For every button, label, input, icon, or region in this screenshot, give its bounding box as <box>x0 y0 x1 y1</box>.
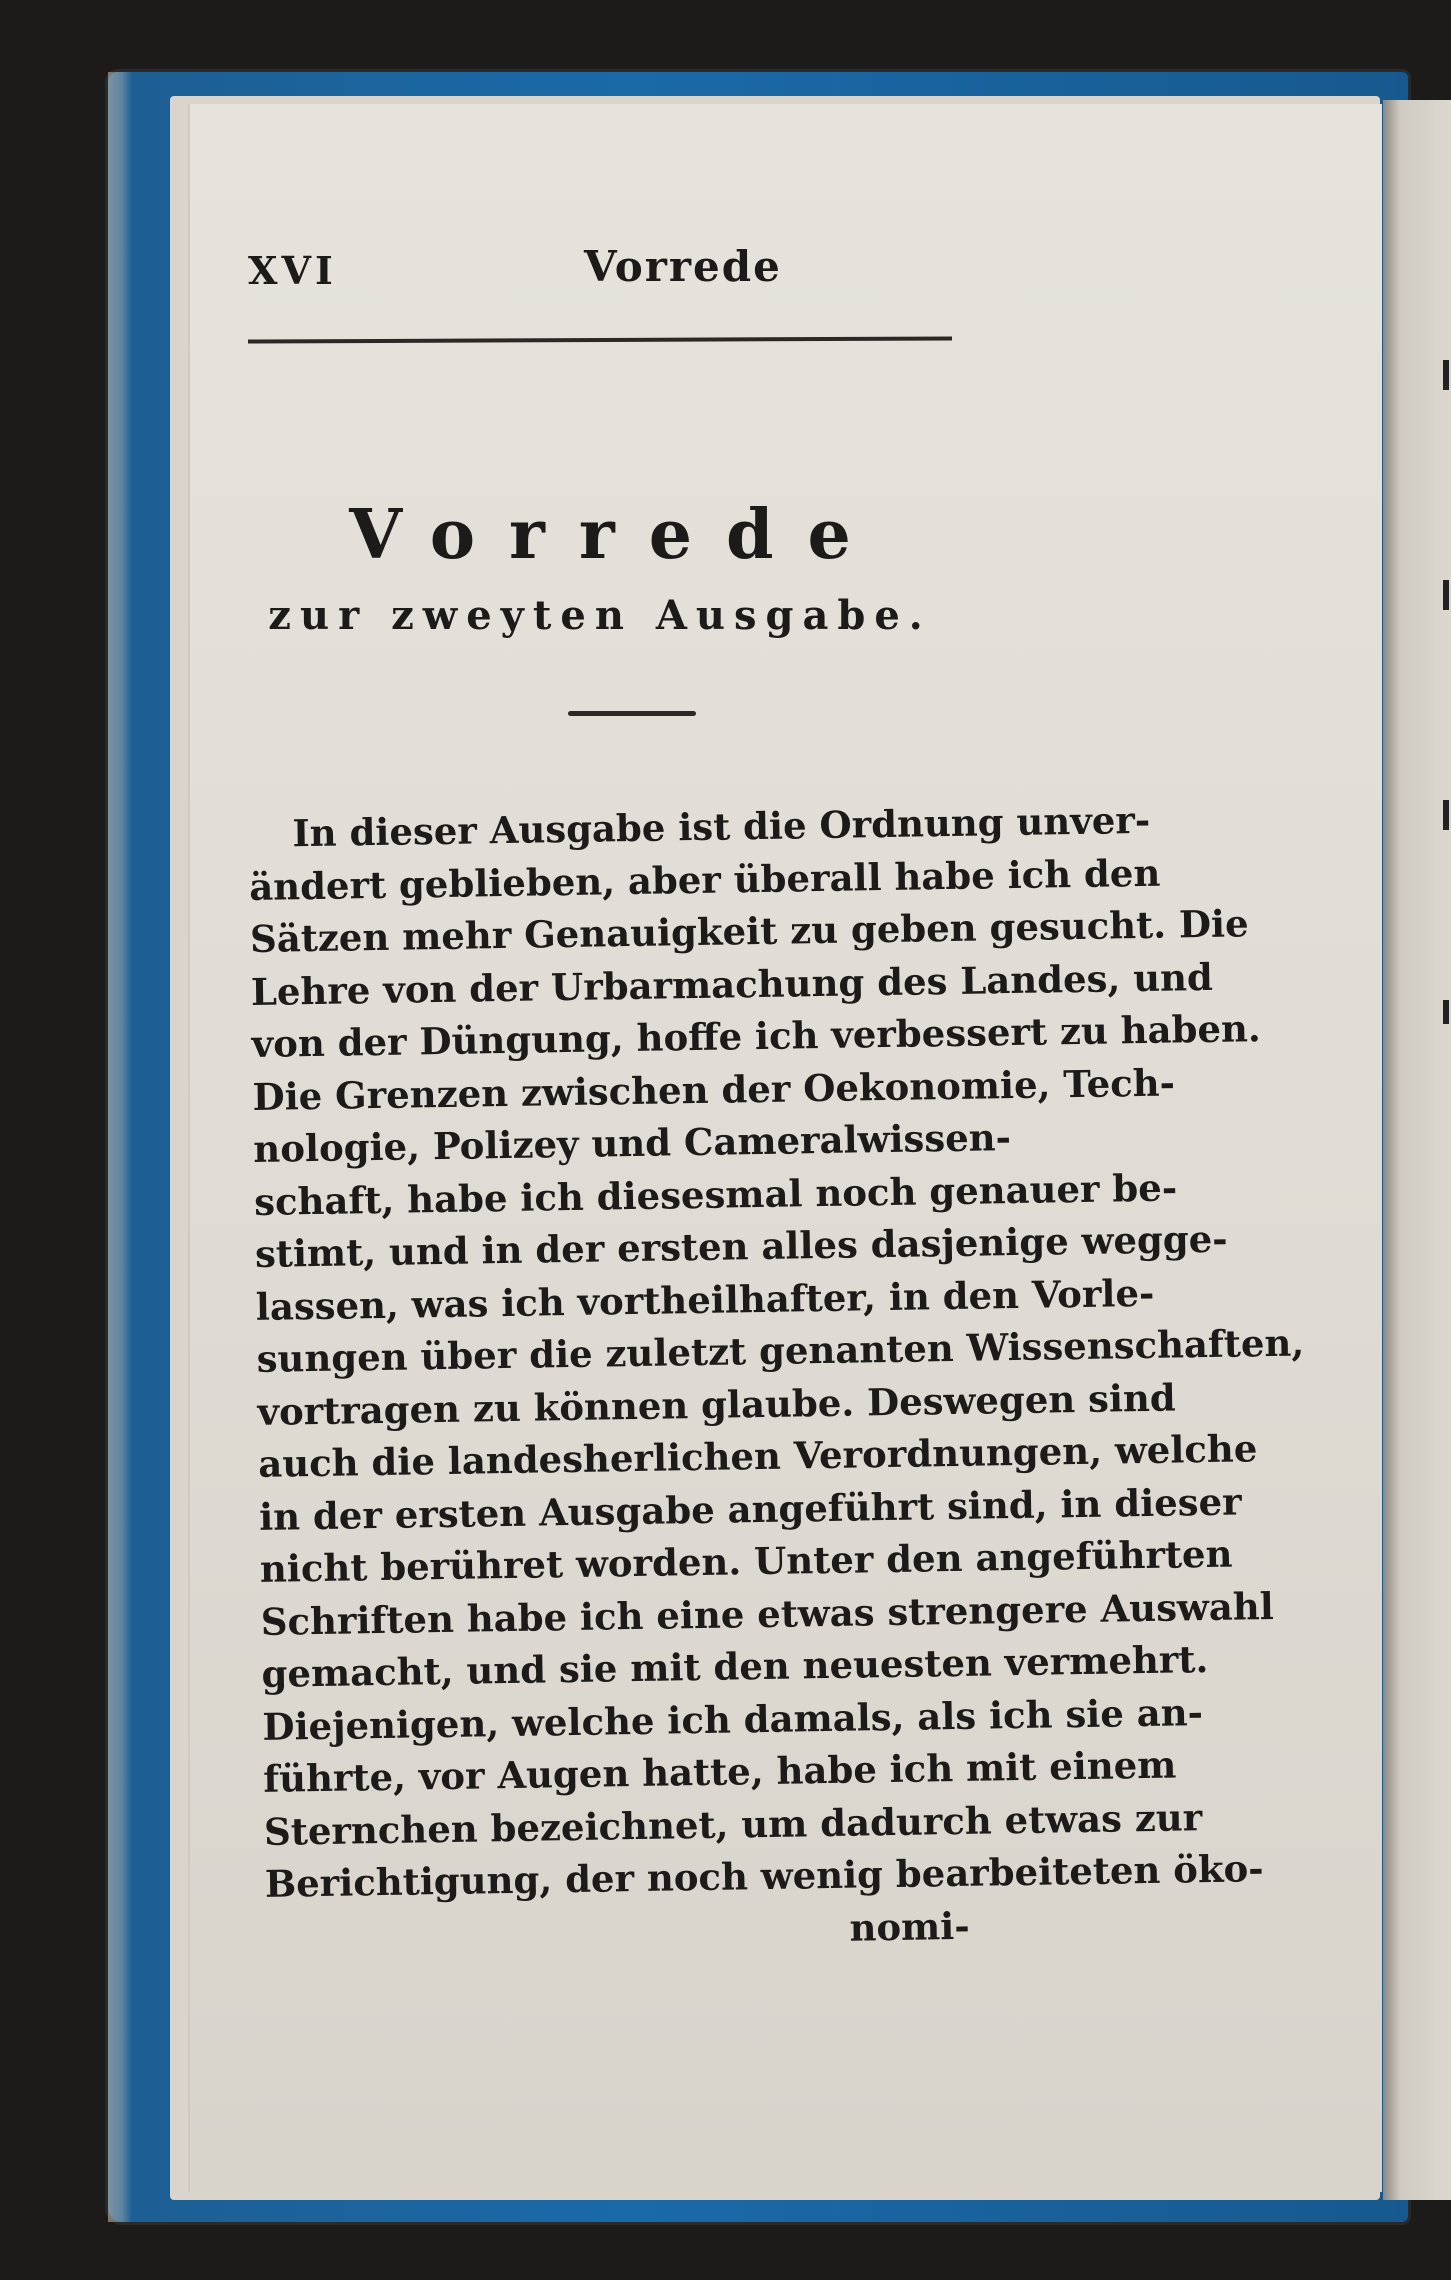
running-head: Vorrede <box>584 242 782 291</box>
body-line: Lehre von der Urbarmachung des Landes, und <box>250 954 1214 1014</box>
body-line: lassen, was ich vortheilhafter, in den Vorle- <box>255 1270 1155 1329</box>
facing-page-mark <box>1443 800 1449 830</box>
body-text <box>248 797 1305 1963</box>
body-line: Berichtigung, der noch wenig bearbeiteten öko- <box>264 1846 1264 1906</box>
body-line: gemacht, und sie mit den neuesten vermehrt. <box>261 1637 1209 1696</box>
body-line: Die Grenzen zwischen der Oekonomie, Tech- <box>252 1059 1176 1119</box>
body-line: Sätzen mehr Genauigkeit zu geben gesucht. Die <box>249 901 1249 961</box>
cover-worn-edge <box>108 72 132 2222</box>
body-line: Schriften habe ich eine etwas strengere Auswahl <box>260 1583 1275 1644</box>
body-line: in der ersten Ausgabe angeführt sind, in dieser <box>258 1478 1242 1539</box>
facing-page-mark <box>1443 360 1449 390</box>
body-line: schaft, habe ich diesesmal noch genauer be- <box>253 1164 1178 1224</box>
section-subtitle: zur zweyten Ausgabe. <box>268 592 932 639</box>
body-line: führte, vor Augen hatte, habe ich mit einem <box>262 1742 1177 1801</box>
body-line: auch die landesherlichen Verordnungen, welche <box>257 1426 1258 1486</box>
body-line: nologie, Polizey und Cameralwissen- <box>253 1115 1012 1171</box>
body-line: nicht berühret worden. Unter den angeführten <box>259 1531 1233 1591</box>
ornament-rule <box>568 711 696 716</box>
body-line: sungen über die zuletzt genanten Wissenschaften, <box>256 1320 1305 1381</box>
body-line: von der Düngung, hoffe ich verbessert zu haben. <box>251 1006 1262 1066</box>
body-line: vortragen zu können glaube. Deswegen sind <box>257 1375 1177 1434</box>
facing-page-mark <box>1443 1000 1449 1024</box>
facing-page <box>1383 100 1451 2200</box>
body-line: stimt, und in der ersten alles dasjenige wegge- <box>254 1216 1228 1276</box>
catchword: nomi- <box>849 1903 970 1950</box>
section-title: Vorrede <box>349 495 885 575</box>
facing-page-mark <box>1443 580 1449 610</box>
page-number: XVI <box>248 248 337 293</box>
body-line: ändert geblieben, aber überall habe ich den <box>248 850 1161 909</box>
page-header <box>248 242 968 308</box>
body-line: Sternchen bezeichnet, um dadurch etwas zur <box>263 1794 1203 1854</box>
body-line: Diejenigen, welche ich damals, als ich sie an- <box>262 1689 1204 1749</box>
body-line: In dieser Ausgabe ist die Ordnung unver- <box>292 797 1151 856</box>
